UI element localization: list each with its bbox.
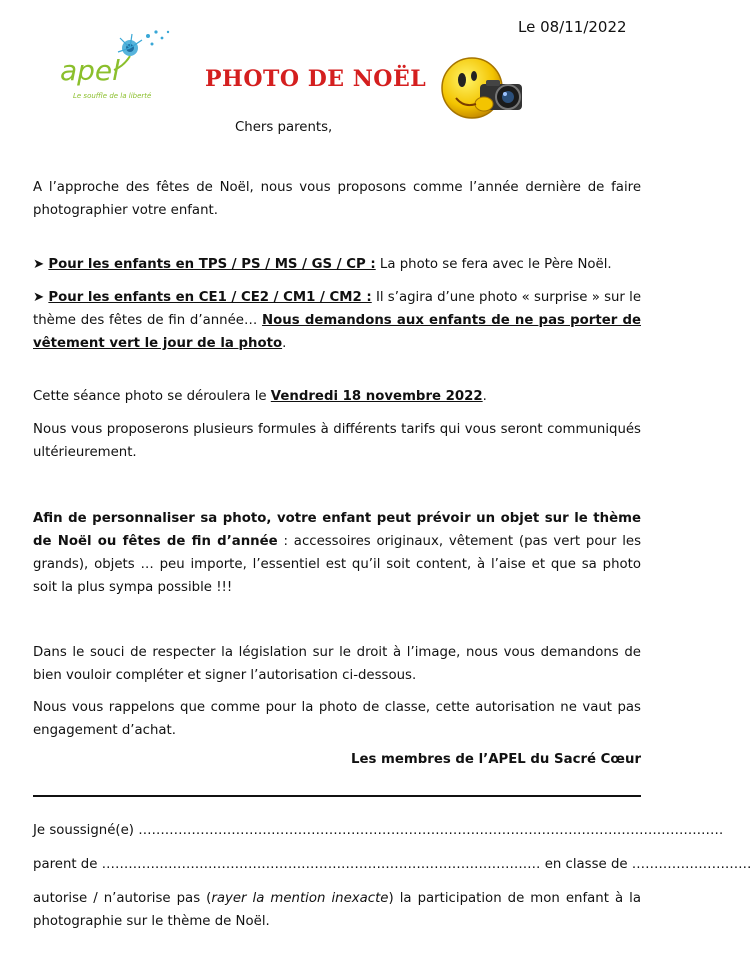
bullet-small-classes-text: La photo se fera avec le Père Noël. xyxy=(375,257,612,272)
form-authorise-prefix: autorise / n’autorise pas ( xyxy=(33,891,212,906)
session-prefix: Cette séance photo se déroulera le xyxy=(33,389,271,404)
letter-date: Le 08/11/2022 xyxy=(518,18,627,36)
no-green-warning: Nous demandons aux enfants de ne pas porter de vêtement vert le jour de la photo xyxy=(33,313,641,351)
bullet-large-classes xyxy=(33,286,641,355)
session-end: . xyxy=(482,389,487,404)
form-parent-label: parent de xyxy=(33,857,102,872)
legal-paragraph: Dans le souci de respecter la législation sur le droit à l’image, nous vous demandons de bien vouloir compléter et signer l’autorisation ci-dessous. xyxy=(33,645,641,683)
formulas-paragraph: Nous vous proposerons plusieurs formules à différents tarifs qui vous seront communiqués ultérieurement. xyxy=(33,422,641,460)
bullet-large-classes-text: Il s’agira d’une photo « surprise » sur le thème des fêtes de fin d’année… xyxy=(33,290,642,328)
form-class-field[interactable]: ……………………… xyxy=(631,857,751,872)
smiley-camera-icon xyxy=(436,54,540,126)
page-title: PHOTO DE NOËL xyxy=(205,66,427,92)
apel-logo-tagline: Le souffle de la liberté xyxy=(73,92,152,100)
intro-paragraph: A l’approche des fêtes de Noël, nous vous proposons comme l’année dernière de faire photographier votre enfant. xyxy=(33,180,641,218)
form-line-authorisation xyxy=(33,887,641,933)
bullet-large-classes-label: Pour les enfants en CE1 / CE2 / CM1 / CM2 : xyxy=(48,290,372,305)
personalisation-bold: Afin de personnaliser sa photo, votre enfant peut prévoir un objet sur le thème de Noël ou fêtes de fin d’année xyxy=(33,511,641,549)
arrow-bullet-icon: ➤ xyxy=(33,290,49,305)
form-name-label: Je soussigné(e) xyxy=(33,823,139,838)
signature: Les membres de l’APEL du Sacré Cœur xyxy=(351,752,641,767)
greeting: Chers parents, xyxy=(235,120,333,135)
form-child-name-field[interactable]: ……………………………………………………………………………………… xyxy=(101,857,541,872)
separator-line xyxy=(33,795,641,797)
session-date: Vendredi 18 novembre 2022 xyxy=(270,389,483,404)
form-class-label: en classe de xyxy=(540,857,632,872)
personalisation-paragraph xyxy=(33,507,641,599)
session-paragraph xyxy=(33,385,641,408)
bullet-small-classes xyxy=(33,253,641,276)
form-line-name xyxy=(33,819,724,842)
personalisation-text: : accessoires originaux, vêtement (pas vert pour les grands), objets … peu importe, l’essentiel est qu’il soit content, à l’aise et que sa photo soit la plus sympa possible !!! xyxy=(33,534,642,595)
form-line-parent xyxy=(33,853,751,876)
form-authorise-suffix: ) la participation de mon enfant à la photographie sur le thème de Noël. xyxy=(33,891,641,929)
bullet-small-classes-label: Pour les enfants en TPS / PS / MS / GS / CP : xyxy=(48,257,376,272)
form-authorise-instruction: rayer la mention inexacte xyxy=(211,891,389,906)
bullet-large-classes-end: . xyxy=(282,336,287,351)
arrow-bullet-icon: ➤ xyxy=(33,257,49,272)
form-name-field[interactable]: …………………………………………………………………………………………………………………… xyxy=(138,823,724,838)
apel-logo-word: apel xyxy=(60,54,120,87)
reminder-paragraph: Nous vous rappelons que comme pour la photo de classe, cette autorisation ne vaut pas engagement d’achat. xyxy=(33,700,641,738)
